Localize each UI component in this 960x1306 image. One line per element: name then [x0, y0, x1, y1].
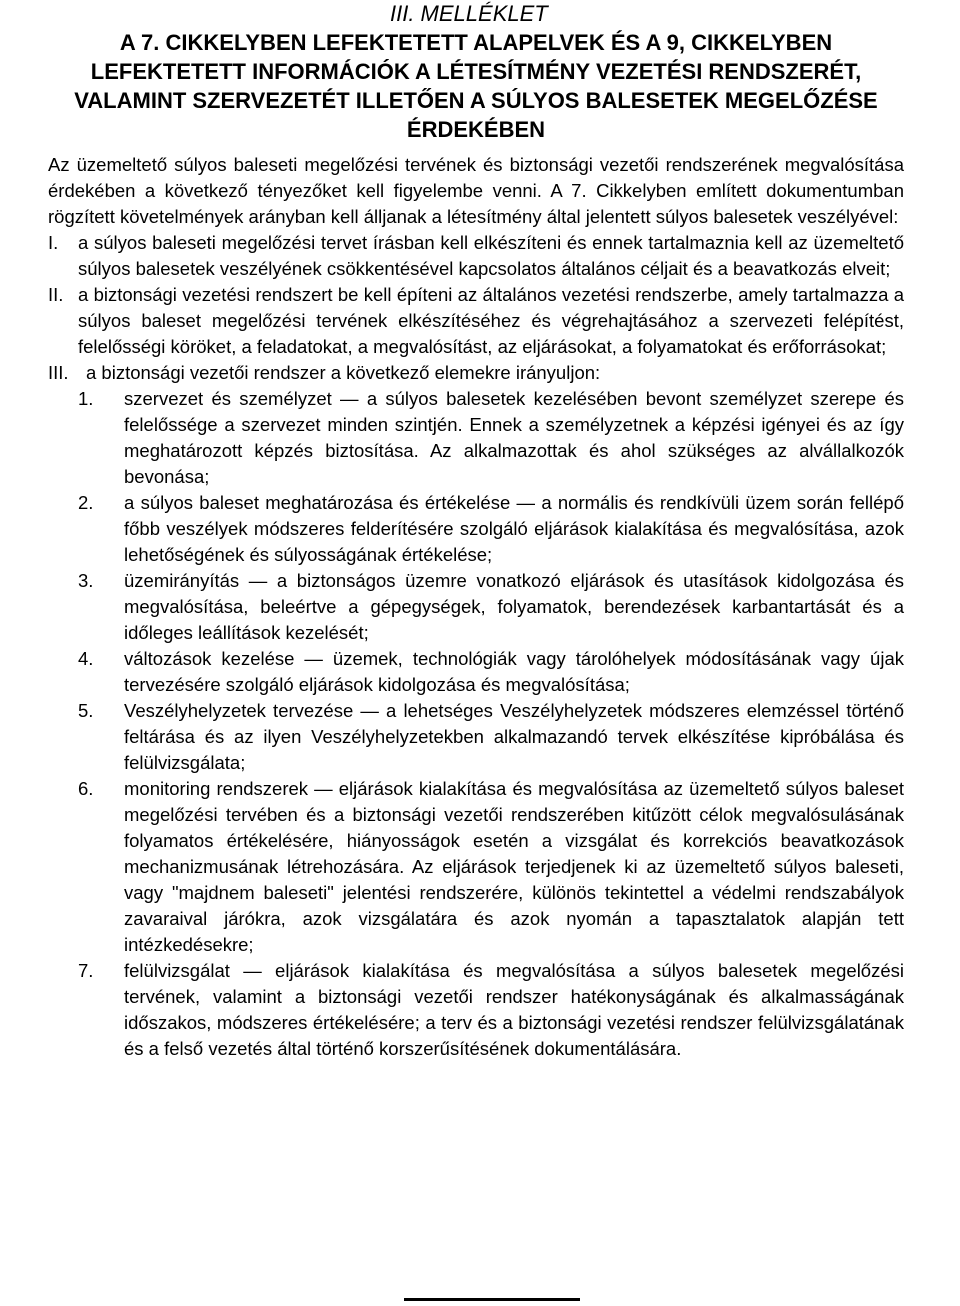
numbered-text: monitoring rendszerek — eljárások kialakítása és megvalósítása az üzemeltető súlyos baleset megelőzési tervében és a biztonsági vezetői rendszerében kitűzött célok megvalósulásának folyamatos értékelésére, hiányosságok esetén a vizsgálat és korrekciós beavatkozások mechanizmusának létrehozására. Az eljárások terjedjenek ki az üzemeltető súlyos baleseti, vagy "majdnem baleseti" jelentési rendszerére, különös tekintettel a védelmi rendszabályok zavaraival járókra, azok vizsgálatára és azok nyomán a tapasztalatok alapján tett intézkedésekre;	[124, 778, 904, 955]
numbered-item-2	[48, 490, 904, 568]
end-rule	[404, 1298, 580, 1301]
numbered-marker: 7.	[78, 960, 94, 981]
document-heading: A 7. CIKKELYBEN LEFEKTETETT ALAPELVEK ÉS A 9, CIKKELYBEN LEFEKTETETT INFORMÁCIÓK A LÉTESÍTMÉNY VEZETÉSI RENDSZERÉT, VALAMINT SZERVEZETÉT ILLETŐEN A SÚLYOS BALESETEK MEGELŐZÉSE ÉRDEKÉBEN	[74, 30, 878, 142]
roman-text: a biztonsági vezetői rendszer a következő elemekre irányuljon:	[86, 362, 601, 383]
roman-item-2	[48, 282, 904, 360]
numbered-item-1	[48, 386, 904, 490]
numbered-text: a súlyos baleset meghatározása és értékelése — a normális és rendkívüli üzem során fellépő főbb veszélyek módszeres felderítésére szolgáló eljárások kialakítása és megvalósítása, azok lehetőségének és súlyosságának értékelése;	[124, 492, 904, 565]
roman-item-3	[48, 360, 904, 386]
roman-text: a súlyos baleseti megelőzési tervet írásban kell elkészíteni és ennek tartalmaznia kell az üzemeltető súlyos balesetek veszélyének csökkentésével kapcsolatos általános céljait és a beavatkozás elveit;	[78, 232, 904, 279]
roman-marker: I.	[48, 232, 59, 253]
roman-marker: II.	[48, 284, 64, 305]
roman-text: a biztonsági vezetési rendszert be kell építeni az általános vezetési rendszerbe, amely tartalmazza a súlyos baleset megelőzési tervének elkészítéséhez és végrehajtásához a szervezeti felépítést, felelősségi köröket, a feladatokat, a megvalósítást, az eljárásokat, a folyamatokat és erőforrásokat;	[78, 284, 904, 357]
numbered-text: változások kezelése — üzemek, technológiák vagy tárolóhelyek módosításának vagy újak tervezésére szolgáló eljárások kidolgozása és megvalósítása;	[124, 648, 904, 695]
numbered-item-3	[48, 568, 904, 646]
roman-item-1	[48, 230, 904, 282]
numbered-item-4	[48, 646, 904, 698]
numbered-item-7	[48, 958, 904, 1062]
numbered-marker: 2.	[78, 492, 94, 513]
numbered-text: Veszélyhelyzetek tervezése — a lehetséges Veszélyhelyzetek módszeres elemzéssel történő feltárása és az ilyen Veszélyhelyzetekben alkalmazandó tervek elkészítése kipróbálása és felülvizsgálata;	[124, 700, 904, 773]
numbered-marker: 5.	[78, 700, 94, 721]
numbered-text: üzemirányítás — a biztonságos üzemre vonatkozó eljárások és utasítások kidolgozása és megvalósítása, beleértve a gépegységek, folyamatok, berendezések karbantartását és a időleges leállítások kezelését;	[124, 570, 904, 643]
annex-label: III. MELLÉKLET	[390, 1, 548, 26]
numbered-marker: 1.	[78, 388, 94, 409]
roman-marker: III.	[48, 362, 69, 383]
intro-paragraph: Az üzemeltető súlyos baleseti megelőzési tervének és biztonsági vezetői rendszerének megvalósítása érdekében a következő tényezőket kell figyelembe venni. A 7. Cikkelyben említett dokumentumban rögzített követelmények arányban kell álljanak a létesítmény által jelentett súlyos balesetek veszélyével:	[48, 154, 904, 227]
numbered-list	[48, 386, 904, 1062]
numbered-text: szervezet és személyzet — a súlyos balesetek kezelésében bevont személyzet szerepe és felelőssége a szervezet minden szintjén. Ennek a személyzetnek a képzési igényei és az így meghatározott képzés biztosítása. Az alkalmazottak és ahol szükséges az alvállalkozók bevonása;	[124, 388, 904, 487]
numbered-item-5	[48, 698, 904, 776]
numbered-marker: 3.	[78, 570, 94, 591]
numbered-text: felülvizsgálat — eljárások kialakítása és megvalósítása a súlyos balesetek megelőzési tervének, valamint a biztonsági vezetői rendszer hatékonyságának és alkalmasságának időszakos, módszeres értékelésére; a terv és a biztonsági vezetési rendszer felülvizsgálatának és a felső vezetés által történő korszerűsítésének dokumentálására.	[124, 960, 904, 1059]
numbered-marker: 6.	[78, 778, 94, 799]
document-page	[48, 0, 904, 1062]
roman-list	[48, 230, 904, 386]
numbered-item-6	[48, 776, 904, 958]
numbered-marker: 4.	[78, 648, 94, 669]
